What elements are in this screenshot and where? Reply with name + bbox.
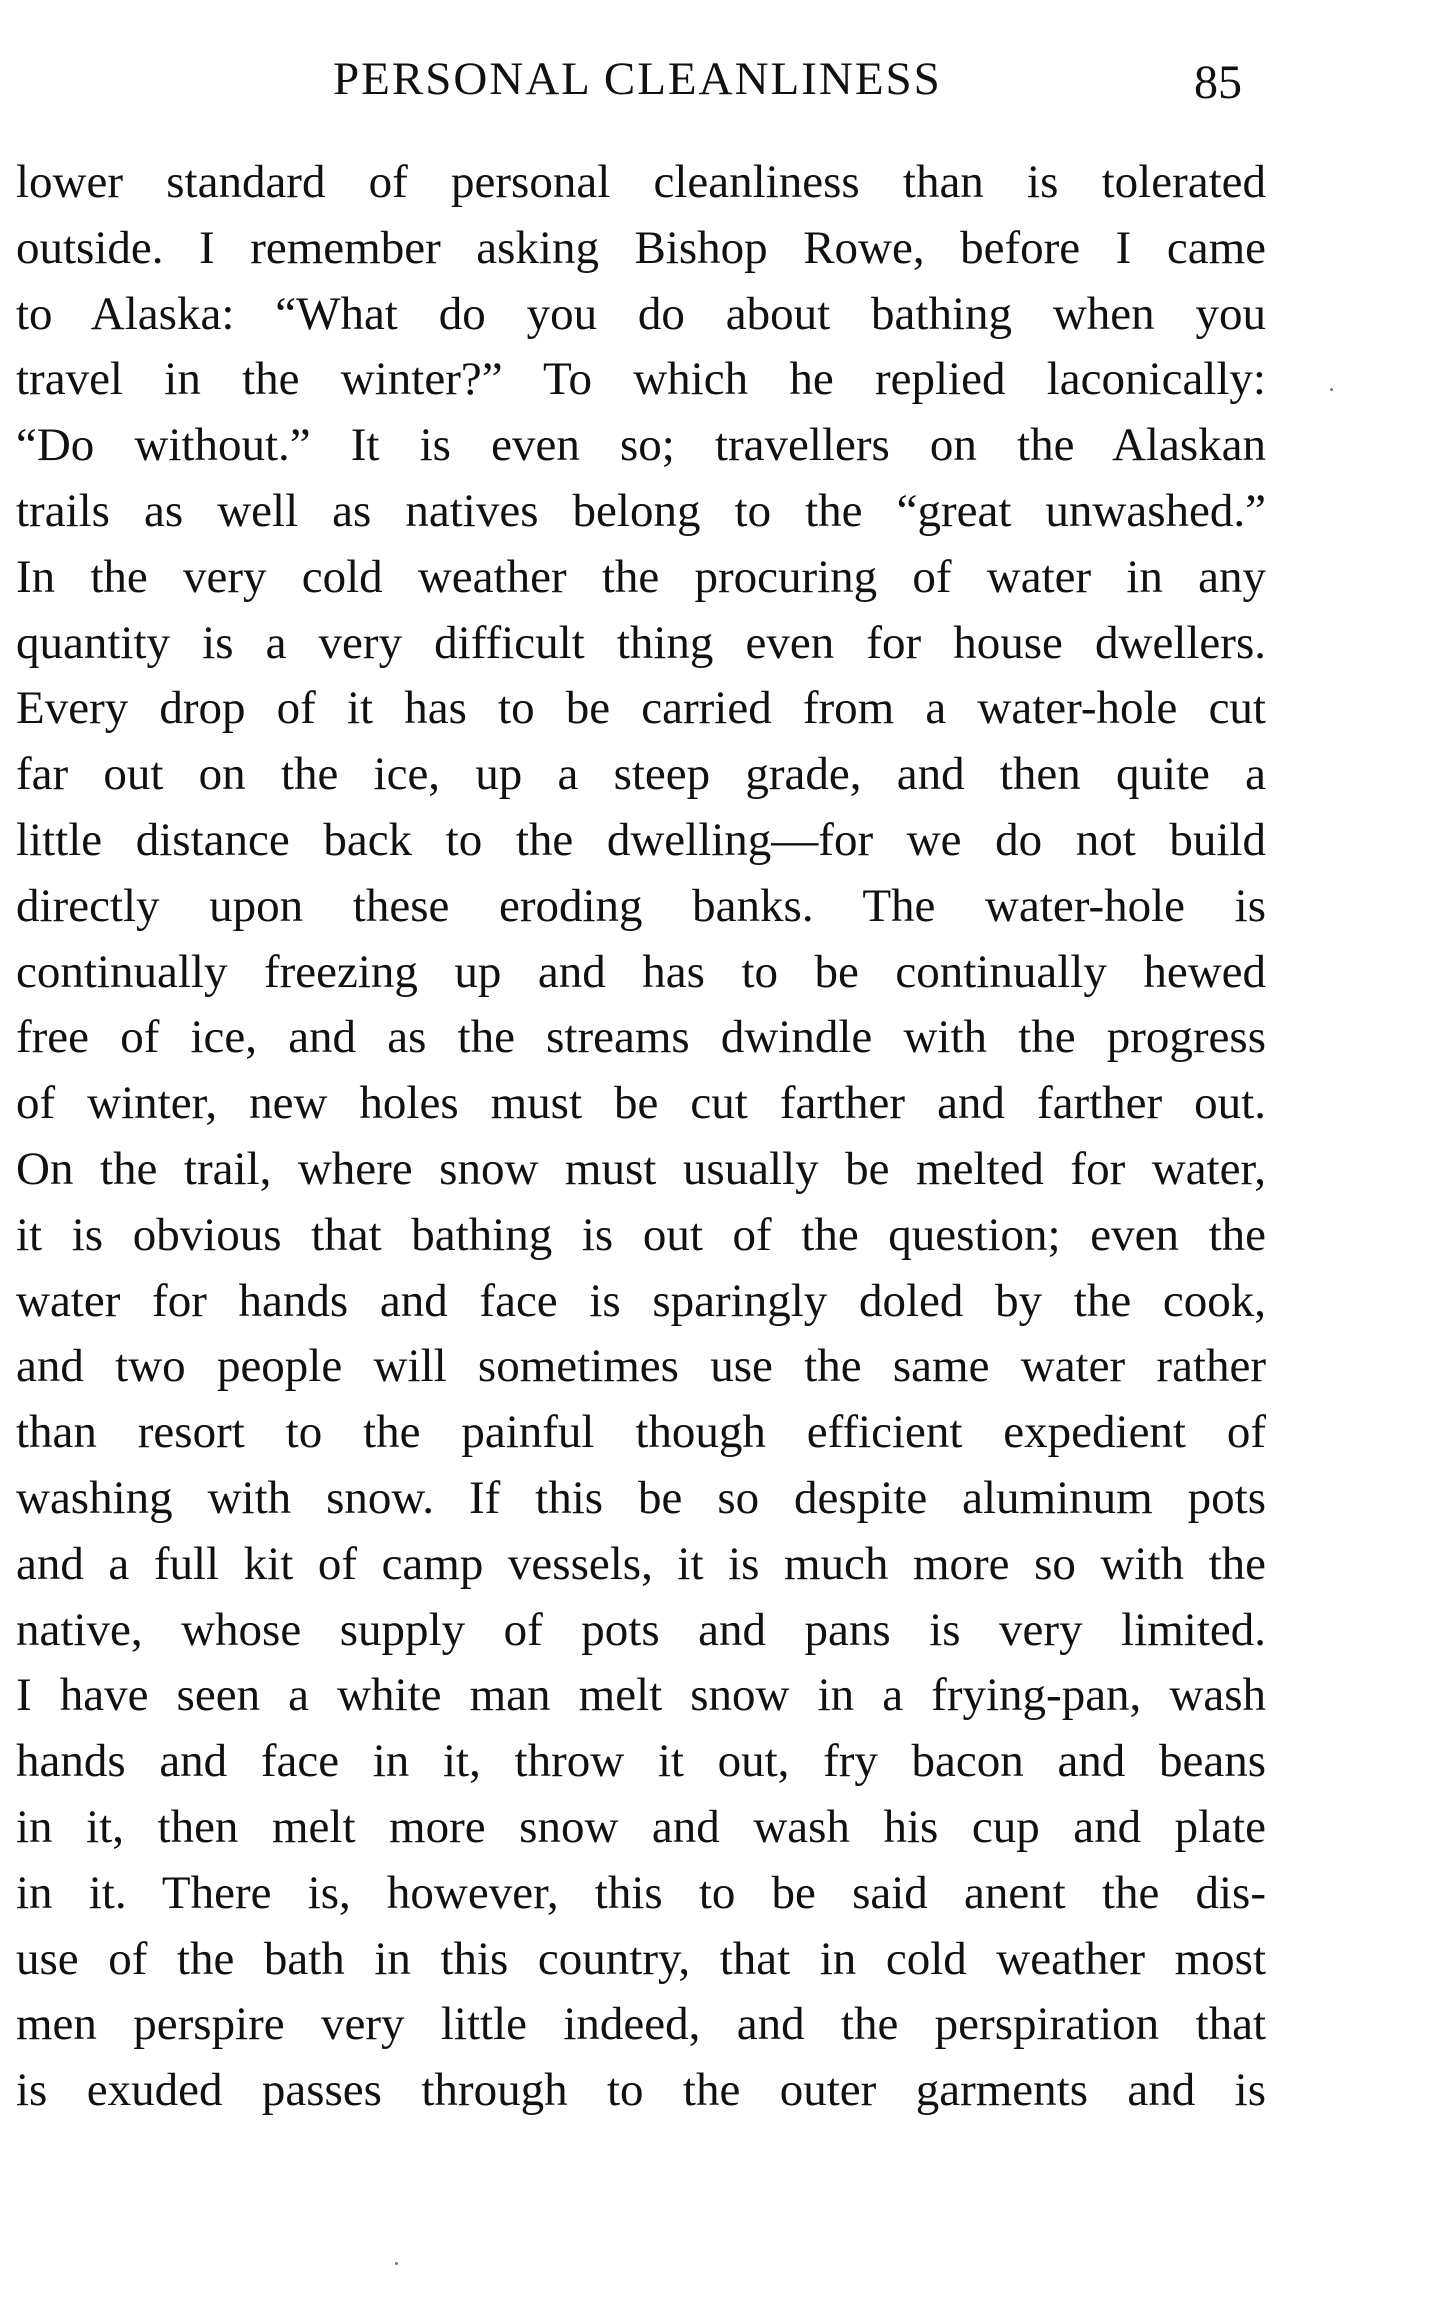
- text-line: and two people will sometimes use the same water rather: [16, 1340, 1266, 1393]
- text-line: lower standard of personal cleanliness than is tolerated: [16, 156, 1266, 208]
- text-line: In the very cold weather the procuring of water in any: [16, 550, 1266, 603]
- text-line: I have seen a white man melt snow in a frying-pan, wash: [16, 1669, 1266, 1722]
- text-line: and a full kit of camp vessels, it is much more so with the: [16, 1537, 1266, 1590]
- text-line: use of the bath in this country, that in cold weather most: [16, 1932, 1266, 1985]
- text-line: little distance back to the dwelling—for we do not build: [16, 813, 1266, 866]
- paper-speck: [1330, 388, 1333, 391]
- text-line: far out on the ice, up a steep grade, and then quite a: [16, 748, 1266, 801]
- text-line: Every drop of it has to be carried from a water-hole cut: [16, 682, 1266, 735]
- text-line: to Alaska: “What do you do about bathing when you: [16, 287, 1266, 340]
- text-line: travel in the winter?” To which he replied laconically:: [16, 353, 1266, 406]
- text-line: trails as well as natives belong to the “great unwashed.”: [16, 484, 1266, 537]
- text-line: washing with snow. If this be so despite aluminum pots: [16, 1471, 1266, 1524]
- body-text: [16, 150, 1266, 2124]
- text-line: free of ice, and as the streams dwindle with the progress: [16, 1011, 1266, 1064]
- running-head: [0, 44, 1456, 114]
- text-line: is exuded passes through to the outer garments and is: [16, 2064, 1266, 2117]
- text-line: of winter, new holes must be cut farther and farther out.: [16, 1077, 1266, 1130]
- text-line: water for hands and face is sparingly doled by the cook,: [16, 1274, 1266, 1327]
- text-line: On the trail, where snow must usually be melted for water,: [16, 1142, 1266, 1195]
- paper-speck: [395, 2262, 398, 2265]
- text-line: quantity is a very difficult thing even for house dwellers.: [16, 616, 1266, 669]
- text-line: it is obvious that bathing is out of the question; even the: [16, 1208, 1266, 1261]
- text-line: directly upon these eroding banks. The water-hole is: [16, 879, 1266, 932]
- text-line: native, whose supply of pots and pans is very limited.: [16, 1603, 1266, 1656]
- text-line: in it, then melt more snow and wash his cup and plate: [16, 1800, 1266, 1853]
- text-line: outside. I remember asking Bishop Rowe, before I came: [16, 221, 1266, 274]
- text-line: “Do without.” It is even so; travellers on the Alaskan: [16, 419, 1266, 472]
- text-line: in it. There is, however, this to be said anent the dis-: [16, 1866, 1266, 1919]
- text-line: continually freezing up and has to be continually hewed: [16, 945, 1266, 998]
- running-title: PERSONAL CLEANLINESS: [333, 53, 942, 105]
- page-number: 85: [1194, 56, 1242, 109]
- text-line: hands and face in it, throw it out, fry bacon and beans: [16, 1735, 1266, 1788]
- text-line: men perspire very little indeed, and the perspiration that: [16, 1998, 1266, 2051]
- text-line: than resort to the painful though efficient expedient of: [16, 1406, 1266, 1459]
